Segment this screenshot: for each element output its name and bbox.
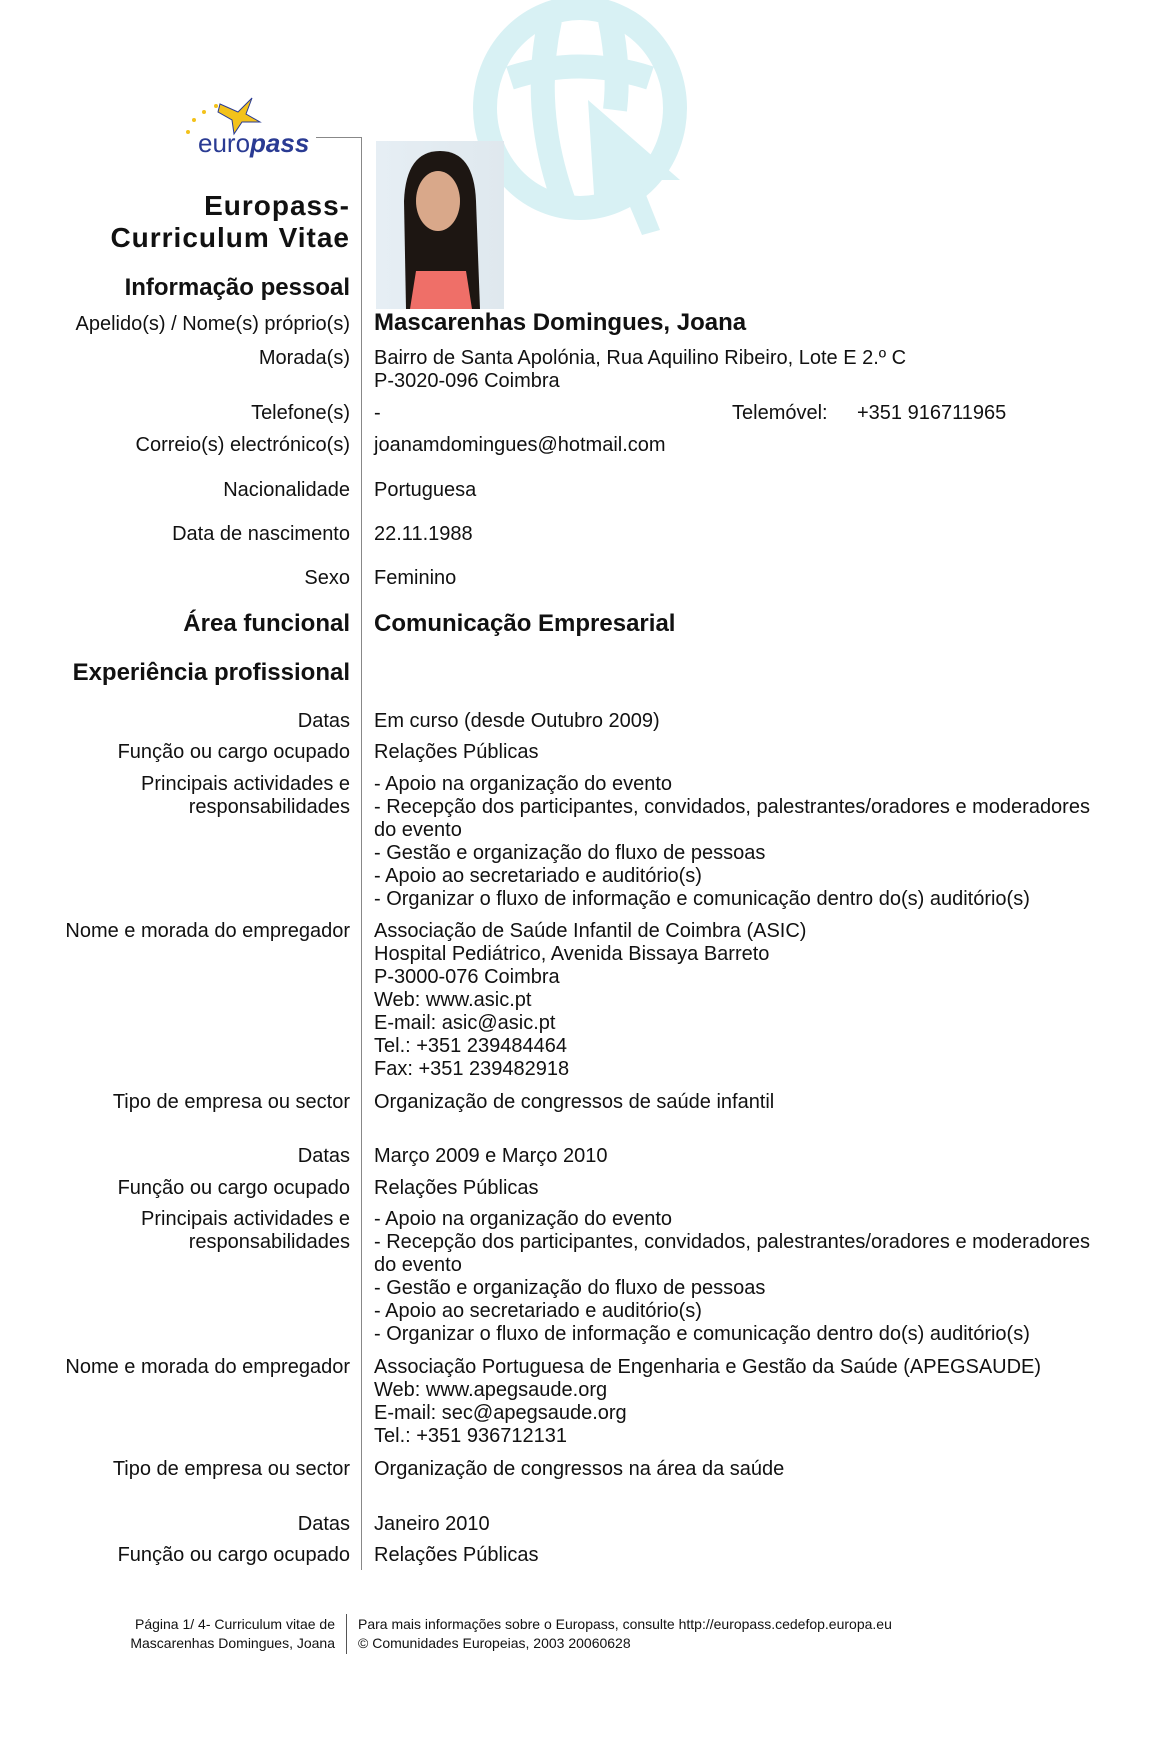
birth-label: Data de nascimento: [172, 523, 350, 545]
footer-line[interactable]: Para mais informações sobre o Europass, consulte http://europass.cedefop.europa.eu: [358, 1616, 892, 1632]
activity-item: - Recepção dos participantes, convidados, palestrantes/oradores e moderadores: [374, 796, 1090, 818]
footer-divider: [346, 1614, 347, 1654]
employer-label: Nome e morada do empregador: [65, 1356, 350, 1378]
employer-line: Associação de Saúde Infantil de Coimbra (ASIC): [374, 920, 807, 942]
activity-item: - Gestão e organização do fluxo de pessoas: [374, 1277, 766, 1299]
label-line: responsabilidades: [188, 1231, 350, 1253]
header-line: [316, 137, 362, 138]
full-name: Mascarenhas Domingues, Joana: [374, 309, 747, 336]
dates-label: Datas: [297, 1145, 350, 1167]
activity-item: - Apoio ao secretariado e auditório(s): [374, 1300, 702, 1322]
role-label: Função ou cargo ocupado: [117, 741, 350, 763]
nationality-label: Nacionalidade: [223, 479, 350, 501]
activities-label: [141, 773, 350, 819]
name-label: Apelido(s) / Nome(s) próprio(s): [75, 313, 350, 335]
employer-line: P-3000-076 Coimbra: [374, 966, 560, 988]
employer-line: Hospital Pediátrico, Avenida Bissaya Barreto: [374, 943, 770, 965]
job-role: Relações Públicas: [374, 1544, 539, 1566]
employer-line: Associação Portuguesa de Engenharia e Gestão da Saúde (APEGSAUDE): [374, 1356, 1042, 1378]
address-line: Bairro de Santa Apolónia, Rua Aquilino Ribeiro, Lote E 2.º C: [374, 347, 907, 369]
footer-europass-info: [358, 1615, 892, 1653]
activity-item: - Organizar o fluxo de informação e comunicação dentro do(s) auditório(s): [374, 888, 1030, 910]
phone: -: [374, 402, 381, 424]
job-dates: Março 2009 e Março 2010: [374, 1145, 608, 1167]
label-line: responsabilidades: [188, 796, 350, 818]
cv-title-line2: Curriculum Vitae: [110, 222, 350, 253]
phone-label: Telefone(s): [251, 402, 350, 424]
activities-label: [141, 1208, 350, 1254]
birth-date: 22.11.1988: [374, 523, 473, 545]
footer-line: © Comunidades Europeias, 2003 20060628: [358, 1635, 631, 1651]
job-dates: Em curso (desde Outubro 2009): [374, 710, 660, 732]
activity-item: - Apoio na organização do evento: [374, 773, 672, 795]
mobile-label: Telemóvel:: [732, 402, 828, 424]
experience-heading: Experiência profissional: [72, 659, 350, 686]
sector-label: Tipo de empresa ou sector: [112, 1091, 350, 1113]
employer-line: Tel.: +351 936712131: [374, 1425, 567, 1447]
employer-line: Tel.: +351 239484464: [374, 1035, 567, 1057]
column-divider: [361, 137, 362, 1570]
activity-item: - Recepção dos participantes, convidados, palestrantes/oradores e moderadores: [374, 1231, 1090, 1253]
employer-line[interactable]: Web: www.apegsaude.org: [374, 1379, 608, 1401]
job-role: Relações Públicas: [374, 741, 539, 763]
europass-logo: [180, 92, 320, 164]
sector-label: Tipo de empresa ou sector: [112, 1458, 350, 1480]
employer-line[interactable]: Web: www.asic.pt: [374, 989, 532, 1011]
logo-text-bold: pass: [250, 128, 310, 158]
job-sector: Organização de congressos na área da saúde: [374, 1458, 785, 1480]
sex: Feminino: [374, 567, 457, 589]
employer: [374, 1356, 1041, 1448]
email-label: Correio(s) electrónico(s): [135, 434, 350, 456]
personal-heading: Informação pessoal: [124, 274, 350, 301]
activity-item: - Organizar o fluxo de informação e comunicação dentro do(s) auditório(s): [374, 1323, 1030, 1345]
globe-cursor-watermark-icon: [470, 0, 700, 235]
profile-photo: [376, 141, 504, 309]
footer-line: Página 1/ 4- Curriculum vitae de: [135, 1616, 335, 1632]
mobile: +351 916711965: [857, 402, 1007, 424]
logo-text: euro: [198, 128, 251, 158]
employer-label: Nome e morada do empregador: [65, 920, 350, 942]
footer-line: Mascarenhas Domingues, Joana: [130, 1635, 335, 1651]
sex-label: Sexo: [304, 567, 350, 589]
job-role: Relações Públicas: [374, 1177, 539, 1199]
label-line: Principais actividades e: [141, 1208, 350, 1230]
dates-label: Datas: [297, 710, 350, 732]
employer-line[interactable]: E-mail: asic@asic.pt: [374, 1012, 556, 1034]
employer-line: Fax: +351 239482918: [374, 1058, 570, 1080]
employer: [374, 920, 806, 1081]
job-dates: Janeiro 2010: [374, 1513, 490, 1535]
activity-item: - Apoio ao secretariado e auditório(s): [374, 865, 702, 887]
role-label: Função ou cargo ocupado: [117, 1544, 350, 1566]
label-line: Principais actividades e: [141, 773, 350, 795]
activity-item: do evento: [374, 819, 462, 841]
area-value: Comunicação Empresarial: [374, 610, 676, 637]
area-label: Área funcional: [183, 610, 350, 637]
job-activities: [374, 1208, 1090, 1346]
job-sector: Organização de congressos de saúde infantil: [374, 1091, 775, 1113]
employer-line[interactable]: E-mail: sec@apegsaude.org: [374, 1402, 627, 1424]
activity-item: do evento: [374, 1254, 462, 1276]
job-activities: [374, 773, 1090, 911]
footer-page-info: [130, 1615, 335, 1653]
activity-item: - Apoio na organização do evento: [374, 1208, 672, 1230]
address-line: P-3020-096 Coimbra: [374, 370, 560, 392]
activity-item: - Gestão e organização do fluxo de pessoas: [374, 842, 766, 864]
role-label: Função ou cargo ocupado: [117, 1177, 350, 1199]
nationality: Portuguesa: [374, 479, 477, 501]
cv-title-line1: Europass-: [204, 190, 350, 221]
address: [374, 347, 906, 393]
address-label: Morada(s): [258, 347, 350, 369]
email[interactable]: joanamdomingues@hotmail.com: [374, 434, 666, 456]
dates-label: Datas: [297, 1513, 350, 1535]
